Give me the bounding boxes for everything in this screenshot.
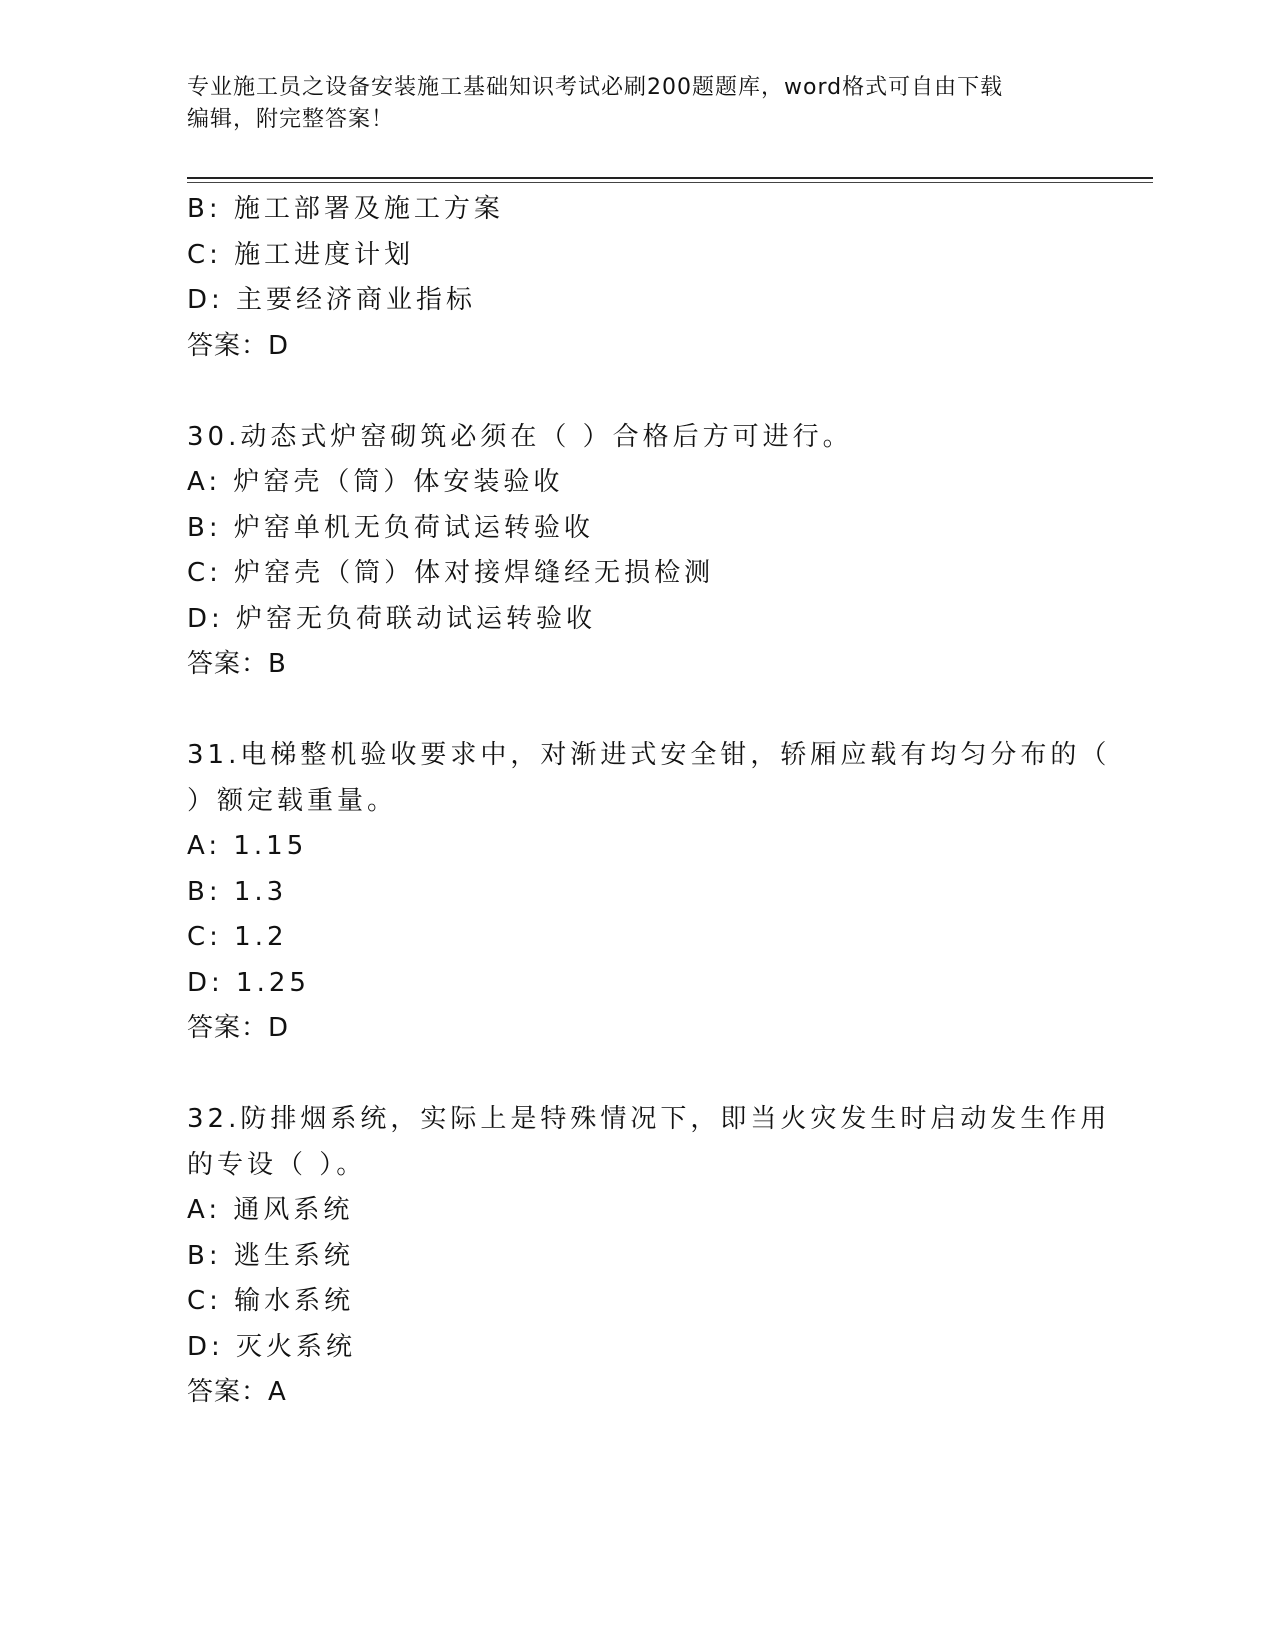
option-d: D: 灭火系统 xyxy=(187,1331,357,1362)
option-a: A: 1.15 xyxy=(187,831,308,861)
question-text: 30.动态式炉窑砌筑必须在（ ）合格后方可进行。 xyxy=(187,421,853,452)
option-c: C: 炉窑壳（筒）体对接焊缝经无损检测 xyxy=(187,558,715,588)
spacer xyxy=(187,688,1087,734)
option-b: B: 1.3 xyxy=(187,876,288,907)
document-body xyxy=(187,187,1111,1416)
header-divider-thin xyxy=(187,182,1153,183)
partial-question xyxy=(187,187,1087,369)
option-d: D: 炉窑无负荷联动试运转验收 xyxy=(187,603,597,634)
answer-line: 答案：A xyxy=(187,1377,287,1407)
spacer xyxy=(187,1052,1087,1098)
document-header xyxy=(187,72,1077,136)
option-a: A: 炉窑壳（筒）体安装验收 xyxy=(187,467,564,497)
spacer xyxy=(187,369,1087,415)
option-c: C: 输水系统 xyxy=(187,1286,355,1316)
header-line-1: 专业施工员之设备安装施工基础知识考试必刷200题题库，word格式可自由下载 xyxy=(187,75,1004,100)
question-text-line-2: 的专设（ ）。 xyxy=(187,1149,367,1180)
question-text-line-1: 31.电梯整机验收要求中，对渐进式安全钳，轿厢应载有均匀分布的（ xyxy=(187,740,1111,770)
question-32 xyxy=(187,1097,1111,1416)
option-c: C: 施工进度计划 xyxy=(187,239,415,270)
option-b: B: 炉窑单机无负荷试运转验收 xyxy=(187,512,594,543)
answer-line: 答案：D xyxy=(187,330,290,361)
header-line-2: 编辑，附完整答案！ xyxy=(187,107,395,132)
answer-line: 答案：D xyxy=(187,1013,290,1043)
answer-line: 答案：B xyxy=(187,649,287,679)
option-d: D: 主要经济商业指标 xyxy=(187,285,477,315)
option-b: B: 逃生系统 xyxy=(187,1240,354,1271)
option-a: A: 通风系统 xyxy=(187,1195,354,1225)
option-c: C: 1.2 xyxy=(187,922,288,952)
header-divider-thick xyxy=(187,177,1153,179)
question-text-line-1: 32.防排烟系统，实际上是特殊情况下，即当火灾发生时启动发生作用 xyxy=(187,1104,1111,1134)
question-30 xyxy=(187,415,1087,688)
option-d: D: 1.25 xyxy=(187,967,310,998)
option-b: B: 施工部署及施工方案 xyxy=(187,194,504,224)
question-text-line-2: ）额定载重量。 xyxy=(187,785,398,816)
question-31 xyxy=(187,733,1111,1052)
